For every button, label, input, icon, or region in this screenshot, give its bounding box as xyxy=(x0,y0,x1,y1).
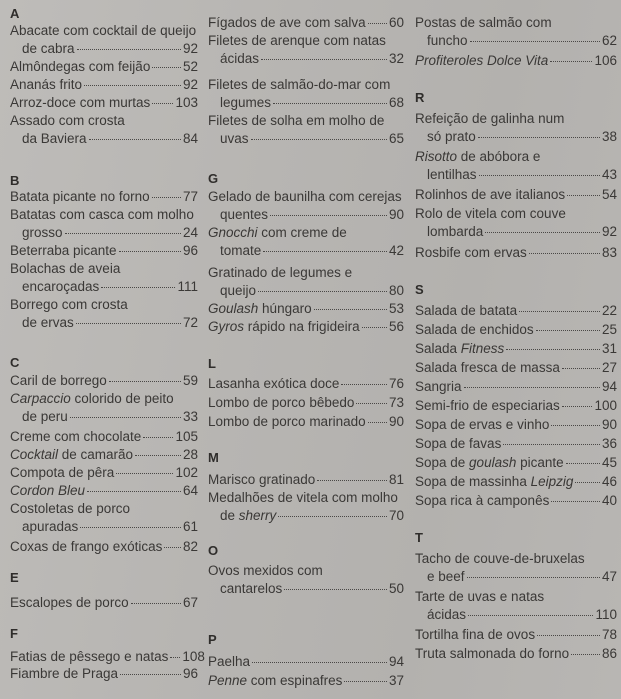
entry-title: Creme com chocolate xyxy=(10,429,142,444)
index-entry xyxy=(415,302,617,320)
section-letter: B xyxy=(10,173,20,188)
entry-title: Paelha xyxy=(208,654,251,669)
page-number: 92 xyxy=(182,77,198,92)
entry-title: de ervas xyxy=(22,315,74,330)
page-number: 27 xyxy=(601,360,617,375)
entry-title: apuradas xyxy=(22,519,79,534)
entry-title: quentes xyxy=(220,207,269,222)
index-entry xyxy=(415,550,617,586)
entry-title: cantarelos xyxy=(220,581,283,596)
dot-leader xyxy=(529,253,600,254)
page-number: 54 xyxy=(601,187,617,202)
index-entry xyxy=(10,594,198,612)
index-entry xyxy=(208,112,404,148)
entry-title: Salada de enchidos xyxy=(415,322,534,337)
dot-leader xyxy=(519,311,600,312)
dot-leader xyxy=(152,103,173,104)
entry-title: Compota de pêra xyxy=(10,465,115,480)
index-entry xyxy=(208,471,404,489)
entry-title: grosso xyxy=(22,225,63,240)
entry-title: Salada de batata xyxy=(415,303,518,318)
entry-title: Sopa de favas xyxy=(415,436,502,451)
dot-leader xyxy=(70,417,181,418)
dot-leader xyxy=(562,406,593,407)
dot-leader xyxy=(503,444,600,445)
entry-title: Costoletas de porco xyxy=(10,501,131,516)
entry-title: Medalhões de vitela com molho xyxy=(208,490,398,505)
page-number: 108 xyxy=(182,649,205,664)
page-number: 46 xyxy=(601,474,617,489)
index-entry xyxy=(10,482,198,500)
dot-leader xyxy=(317,480,387,481)
entry-title: Almôndegas com feijão xyxy=(10,59,151,74)
dot-leader xyxy=(567,195,600,196)
page-number: 77 xyxy=(182,189,198,204)
page-number: 59 xyxy=(182,373,198,388)
index-entry xyxy=(10,665,198,683)
dot-leader xyxy=(571,654,600,655)
index-entry xyxy=(415,416,617,434)
dot-leader xyxy=(575,482,600,483)
page-number: 81 xyxy=(388,472,404,487)
dot-leader xyxy=(101,287,175,288)
page-number: 84 xyxy=(182,131,198,146)
page-number: 110 xyxy=(595,607,617,622)
dot-leader xyxy=(479,175,600,176)
page-number: 64 xyxy=(182,483,198,498)
page-number: 70 xyxy=(388,508,404,523)
section-letter: S xyxy=(415,282,424,297)
index-entry xyxy=(415,435,617,453)
section-letter: T xyxy=(415,530,423,545)
index-entry xyxy=(415,52,617,70)
page-number: 96 xyxy=(182,243,198,258)
page-number: 52 xyxy=(182,59,198,74)
dot-leader xyxy=(273,103,387,104)
entry-title: Gyros rápido na frigideira xyxy=(208,319,360,334)
dot-leader xyxy=(470,41,600,42)
dot-leader xyxy=(537,635,600,636)
index-entry xyxy=(10,446,198,464)
dot-leader xyxy=(258,291,387,292)
dot-leader xyxy=(251,139,387,140)
page-number: 111 xyxy=(177,279,198,294)
page-number: 72 xyxy=(182,315,198,330)
index-entry xyxy=(415,588,617,624)
dot-leader xyxy=(89,139,181,140)
index-entry xyxy=(208,224,404,260)
entry-title: só prato xyxy=(427,129,476,144)
entry-title: legumes xyxy=(220,95,272,110)
page-number: 94 xyxy=(388,654,404,669)
index-entry xyxy=(415,645,617,663)
page-number: 32 xyxy=(388,51,404,66)
dot-leader xyxy=(152,67,181,68)
entry-title: Risotto de abóbora e xyxy=(415,149,541,164)
index-entry xyxy=(10,464,198,482)
index-entry xyxy=(208,653,404,671)
dot-leader xyxy=(566,463,600,464)
entry-title: Rolinhos de ave italianos xyxy=(415,187,566,202)
page-number: 47 xyxy=(601,569,617,584)
entry-title: Arroz-doce com murtas xyxy=(10,95,151,110)
entry-title: Cocktail de camarão xyxy=(10,447,134,462)
dot-leader xyxy=(252,662,387,663)
entry-title: de peru xyxy=(22,409,68,424)
dot-leader xyxy=(368,23,387,24)
entry-title: Fígados de ave com salva xyxy=(208,15,366,30)
entry-title: Sopa de goulash picante xyxy=(415,455,564,470)
index-entry xyxy=(10,428,198,446)
entry-title: Batatas com casca com molho xyxy=(10,207,194,222)
entry-title: Tarte de uvas e natas xyxy=(415,589,545,604)
index-entry xyxy=(10,500,198,536)
entry-title: lentilhas xyxy=(427,167,477,182)
page-number: 92 xyxy=(182,41,198,56)
page-number: 105 xyxy=(175,429,198,444)
section-letter: C xyxy=(10,355,20,370)
page-number: 28 xyxy=(182,447,198,462)
index-entry xyxy=(10,242,198,260)
page-number: 83 xyxy=(601,245,617,260)
index-entry xyxy=(415,626,617,644)
dot-leader xyxy=(464,387,600,388)
index-entry xyxy=(10,260,198,296)
index-entry xyxy=(208,375,404,393)
entry-title: Lombo de porco bêbedo xyxy=(208,395,355,410)
index-entry xyxy=(415,359,617,377)
index-entry xyxy=(208,562,404,598)
index-entry xyxy=(415,454,617,472)
entry-title: Tacho de couve-de-bruxelas xyxy=(415,551,585,566)
page-number: 94 xyxy=(601,379,617,394)
index-entry xyxy=(10,94,198,112)
entry-title: Bolachas de aveia xyxy=(10,261,121,276)
index-entry xyxy=(10,538,198,556)
dot-leader xyxy=(261,59,387,60)
dot-leader xyxy=(119,251,181,252)
entry-title: Truta salmonada do forno xyxy=(415,646,570,661)
page-number: 65 xyxy=(388,131,404,146)
dot-leader xyxy=(536,330,600,331)
index-entry xyxy=(10,296,198,332)
entry-title: ácidas xyxy=(427,607,467,622)
section-letter: F xyxy=(10,626,18,641)
page-number: 31 xyxy=(601,341,617,356)
index-entry xyxy=(415,492,617,510)
index-entry xyxy=(208,394,404,412)
dot-leader xyxy=(263,251,387,252)
index-entry xyxy=(208,76,404,112)
page-number: 90 xyxy=(388,414,404,429)
index-entry xyxy=(208,14,404,32)
dot-leader xyxy=(550,61,592,62)
index-entry xyxy=(208,300,404,318)
index-entry xyxy=(415,340,617,358)
page-number: 37 xyxy=(388,673,404,688)
entry-title: Salada fresca de massa xyxy=(415,360,560,375)
page-number: 68 xyxy=(388,95,404,110)
entry-title: funcho xyxy=(427,33,468,48)
entry-title: Rolo de vitela com couve xyxy=(415,206,566,221)
index-entry xyxy=(10,58,198,76)
entry-title: Filetes de salmão-do-mar com xyxy=(208,77,391,92)
entry-title: e beef xyxy=(427,569,465,584)
index-entry xyxy=(415,205,617,241)
index-entry xyxy=(415,378,617,396)
index-entry xyxy=(208,413,404,431)
dot-leader xyxy=(562,368,600,369)
entry-title: Cordon Bleu xyxy=(10,483,86,498)
index-entry xyxy=(10,648,205,666)
entry-title: Fiambre de Praga xyxy=(10,666,119,681)
entry-title: uvas xyxy=(220,131,249,146)
page-number: 45 xyxy=(601,455,617,470)
dot-leader xyxy=(551,425,600,426)
section-letter: A xyxy=(10,6,20,21)
section-letter: M xyxy=(208,450,219,465)
entry-title: Rosbife com ervas xyxy=(415,245,527,260)
section-letter: G xyxy=(208,171,219,186)
dot-leader xyxy=(135,455,181,456)
entry-title: Gnocchi com creme de xyxy=(208,225,347,240)
page-number: 67 xyxy=(182,595,198,610)
page-number: 36 xyxy=(601,436,617,451)
dot-leader xyxy=(362,327,387,328)
page-number: 80 xyxy=(388,283,404,298)
page-number: 42 xyxy=(388,243,404,258)
entry-title: Ananás frito xyxy=(10,77,83,92)
page-number: 60 xyxy=(388,15,404,30)
index-entry xyxy=(10,22,198,58)
entry-title: Sopa rica à camponês xyxy=(415,493,550,508)
dot-leader xyxy=(164,547,181,548)
dot-leader xyxy=(478,137,600,138)
dot-leader xyxy=(87,491,181,492)
dot-leader xyxy=(116,473,173,474)
entry-title: Assado com crosta xyxy=(10,113,125,128)
page-number: 61 xyxy=(182,519,198,534)
dot-leader xyxy=(143,437,173,438)
entry-title: tomate xyxy=(220,243,262,258)
dot-leader xyxy=(341,384,387,385)
dot-leader xyxy=(109,381,181,382)
entry-title: Refeição de galinha num xyxy=(415,111,565,126)
dot-leader xyxy=(356,403,387,404)
page-number: 50 xyxy=(388,581,404,596)
dot-leader xyxy=(170,657,180,658)
dot-leader xyxy=(80,527,181,528)
index-entry xyxy=(10,372,198,390)
index-entry xyxy=(415,473,617,491)
entry-title: de sherry xyxy=(220,508,277,523)
index-entry xyxy=(10,390,198,426)
entry-title: Carpaccio colorido de peito xyxy=(10,391,174,406)
page-number: 25 xyxy=(601,322,617,337)
entry-title: Lombo de porco marinado xyxy=(208,414,366,429)
dot-leader xyxy=(84,85,181,86)
page-number: 33 xyxy=(182,409,198,424)
dot-leader xyxy=(65,233,181,234)
dot-leader xyxy=(278,516,387,517)
page-number: 102 xyxy=(175,465,198,480)
entry-title: Sopa de massinha Leipzig xyxy=(415,474,574,489)
entry-title: Gelado de baunilha com cerejas xyxy=(208,189,402,204)
page-number: 100 xyxy=(594,398,617,413)
entry-title: Fatias de pêssego e natas xyxy=(10,649,169,664)
entry-title: Marisco gratinado xyxy=(208,472,316,487)
dot-leader xyxy=(152,197,181,198)
index-entry xyxy=(10,206,198,242)
page-number: 106 xyxy=(594,53,617,68)
entry-title: Lasanha exótica doce xyxy=(208,376,340,391)
entry-title: Ovos mexidos com xyxy=(208,563,323,578)
index-entry xyxy=(415,397,617,415)
index-entry xyxy=(208,672,404,690)
page-number: 82 xyxy=(182,539,198,554)
dot-leader xyxy=(368,422,387,423)
index-entry xyxy=(415,186,617,204)
entry-title: Profiteroles Dolce Vita xyxy=(415,53,549,68)
entry-title: Salada Fitness xyxy=(415,341,505,356)
entry-title: da Baviera xyxy=(22,131,87,146)
dot-leader xyxy=(506,349,600,350)
index-entry xyxy=(415,148,617,184)
page-number: 103 xyxy=(175,95,198,110)
dot-leader xyxy=(120,674,181,675)
index-entry xyxy=(208,318,404,336)
dot-leader xyxy=(344,681,387,682)
index-entry xyxy=(10,76,198,94)
entry-title: queijo xyxy=(220,283,257,298)
section-letter: L xyxy=(208,356,216,371)
section-letter: R xyxy=(415,90,425,105)
page-number: 96 xyxy=(182,666,198,681)
entry-title: Sangria xyxy=(415,379,462,394)
entry-title: Caril de borrego xyxy=(10,373,107,388)
index-entry xyxy=(208,489,404,525)
dot-leader xyxy=(284,589,387,590)
section-letter: O xyxy=(208,543,219,558)
page-number: 24 xyxy=(182,225,198,240)
index-entry xyxy=(10,188,198,206)
page-number: 73 xyxy=(388,395,404,410)
page-number: 53 xyxy=(388,301,404,316)
entry-title: Filetes de arenque com natas xyxy=(208,33,386,48)
section-letter: E xyxy=(10,570,19,585)
entry-title: Postas de salmão com xyxy=(415,15,552,30)
dot-leader xyxy=(314,309,387,310)
page-number: 62 xyxy=(601,33,617,48)
dot-leader xyxy=(485,232,600,233)
dot-leader xyxy=(76,323,181,324)
index-entry xyxy=(208,264,404,300)
page-number: 43 xyxy=(601,167,617,182)
index-entry xyxy=(415,321,617,339)
dot-leader xyxy=(77,49,181,50)
dot-leader xyxy=(468,615,593,616)
dot-leader xyxy=(467,577,600,578)
entry-title: Penne com espinafres xyxy=(208,673,343,688)
page-number: 76 xyxy=(388,376,404,391)
dot-leader xyxy=(131,603,181,604)
index-entry xyxy=(10,112,198,148)
entry-title: de cabra xyxy=(22,41,75,56)
entry-title: Tortilha fina de ovos xyxy=(415,627,536,642)
entry-title: Escalopes de porco xyxy=(10,595,129,610)
entry-title: Filetes de solha em molho de xyxy=(208,113,385,128)
entry-title: Abacate com cocktail de queijo xyxy=(10,23,197,38)
dot-leader xyxy=(551,501,600,502)
index-entry xyxy=(208,32,404,68)
page-number: 92 xyxy=(601,224,617,239)
entry-title: Batata picante no forno xyxy=(10,189,150,204)
entry-title: Beterraba picante xyxy=(10,243,117,258)
entry-title: encaroçadas xyxy=(22,279,100,294)
entry-title: Sopa de ervas e vinho xyxy=(415,417,550,432)
entry-title: Coxas de frango exóticas xyxy=(10,539,163,554)
page-number: 56 xyxy=(388,319,404,334)
entry-title: Semi-frio de especiarias xyxy=(415,398,560,413)
entry-title: ácidas xyxy=(220,51,260,66)
page-number: 86 xyxy=(601,646,617,661)
entry-title: Gratinado de legumes e xyxy=(208,265,353,280)
index-entry xyxy=(415,110,617,146)
index-entry xyxy=(415,14,617,50)
entry-title: lombarda xyxy=(427,224,484,239)
page-number: 22 xyxy=(601,303,617,318)
page-number: 40 xyxy=(601,493,617,508)
page-number: 38 xyxy=(601,129,617,144)
page-number: 78 xyxy=(601,627,617,642)
page-number: 90 xyxy=(601,417,617,432)
index-entry xyxy=(415,244,617,262)
index-entry xyxy=(208,188,404,224)
dot-leader xyxy=(270,215,387,216)
entry-title: Borrego com crosta xyxy=(10,297,128,312)
page-number: 90 xyxy=(388,207,404,222)
section-letter: P xyxy=(208,632,217,647)
entry-title: Goulash húngaro xyxy=(208,301,312,316)
